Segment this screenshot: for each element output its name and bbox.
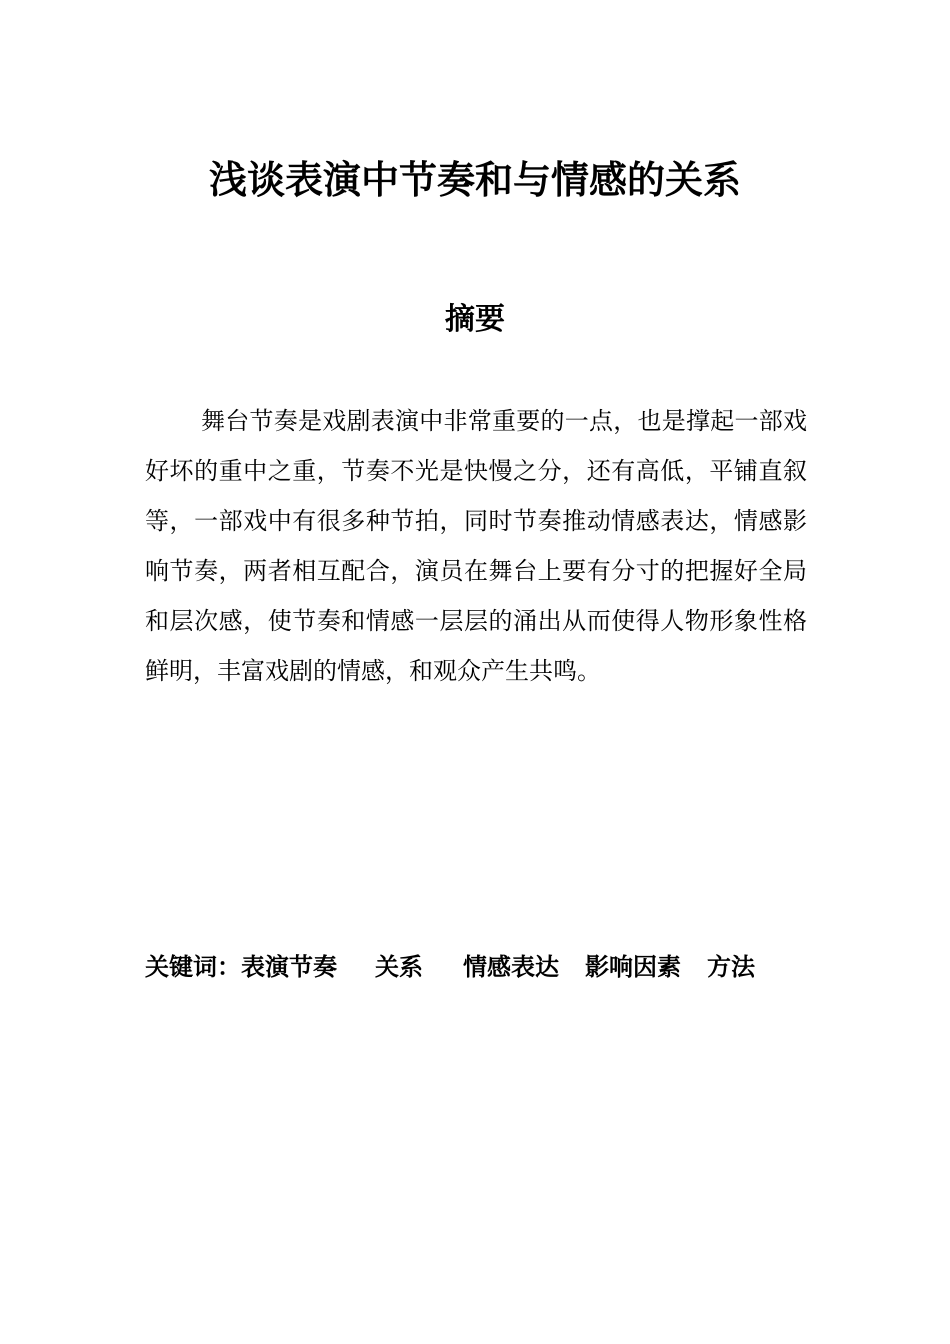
keyword-item: 情感表达 <box>463 952 559 981</box>
keyword-item: 表演节奏 <box>241 952 337 981</box>
keywords-label: 关键词： <box>145 952 241 981</box>
page-title: 浅谈表演中节奏和与情感的关系 <box>208 157 741 202</box>
abstract-body: 舞台节奏是戏剧表演中非常重要的一点，也是撑起一部戏好坏的重中之重，节奏不光是快慢之分，还有高低，平铺直叙等，一部戏中有很多种节拍，同时节奏推动情感表达，情感影响节奏，两者相互配合，演员在舞台上要有分寸的把握好全局和层次感，使节奏和情感一层层的涌出从而使得人物形象性格鲜明，丰富戏剧的情感，和观众产生共鸣。 <box>145 407 807 685</box>
keyword-item: 方法 <box>707 952 755 981</box>
keyword-item: 影响因素 <box>585 952 681 981</box>
keywords-line <box>145 945 755 989</box>
abstract-heading: 摘要 <box>445 302 505 337</box>
keyword-item: 关系 <box>375 952 423 981</box>
